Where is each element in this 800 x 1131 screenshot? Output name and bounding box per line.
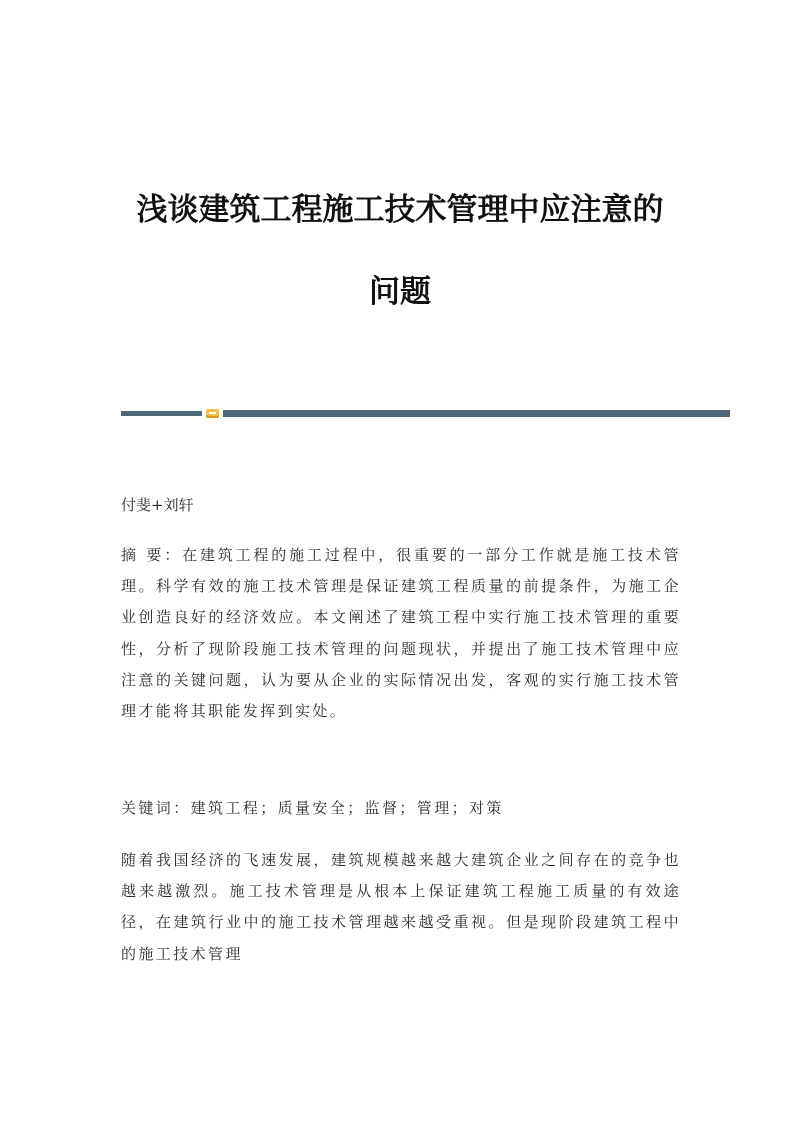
divider-bar-right: [223, 410, 730, 417]
document-emblem-icon: [206, 409, 219, 418]
abstract-paragraph: 摘 要：在建筑工程的施工过程中，很重要的一部分工作就是施工技术管理。科学有效的施工技术管理是保证建筑工程质量的前提条件，为施工企业创造良好的经济效应。本文阐述了建筑工程中实行施工技术管理的重要性，分析了现阶段施工技术管理的问题现状，并提出了施工技术管理中应注意的关键问题，认为要从企业的实际情况出发，客观的实行施工技术管理才能将其职能发挥到实处。: [121, 546, 681, 721]
keywords-line: 关键词：建筑工程；质量安全；监督；管理；对策: [121, 799, 504, 817]
author-line: 付斐+刘轩: [121, 496, 194, 514]
divider-bar-left: [121, 411, 202, 416]
document-title-line-2: 问题: [369, 274, 431, 310]
title-divider: [121, 409, 730, 418]
body-paragraph: 随着我国经济的飞速发展，建筑规模越来越大建筑企业之间存在的竞争也越来越激烈。施工技术管理是从根本上保证建筑工程施工质量的有效途径，在建筑行业中的施工技术管理越来越受重视。但是现阶段建筑工程中的施工技术管理: [121, 851, 681, 963]
document-title-line-1: 浅谈建筑工程施工技术管理中应注意的: [136, 192, 664, 228]
